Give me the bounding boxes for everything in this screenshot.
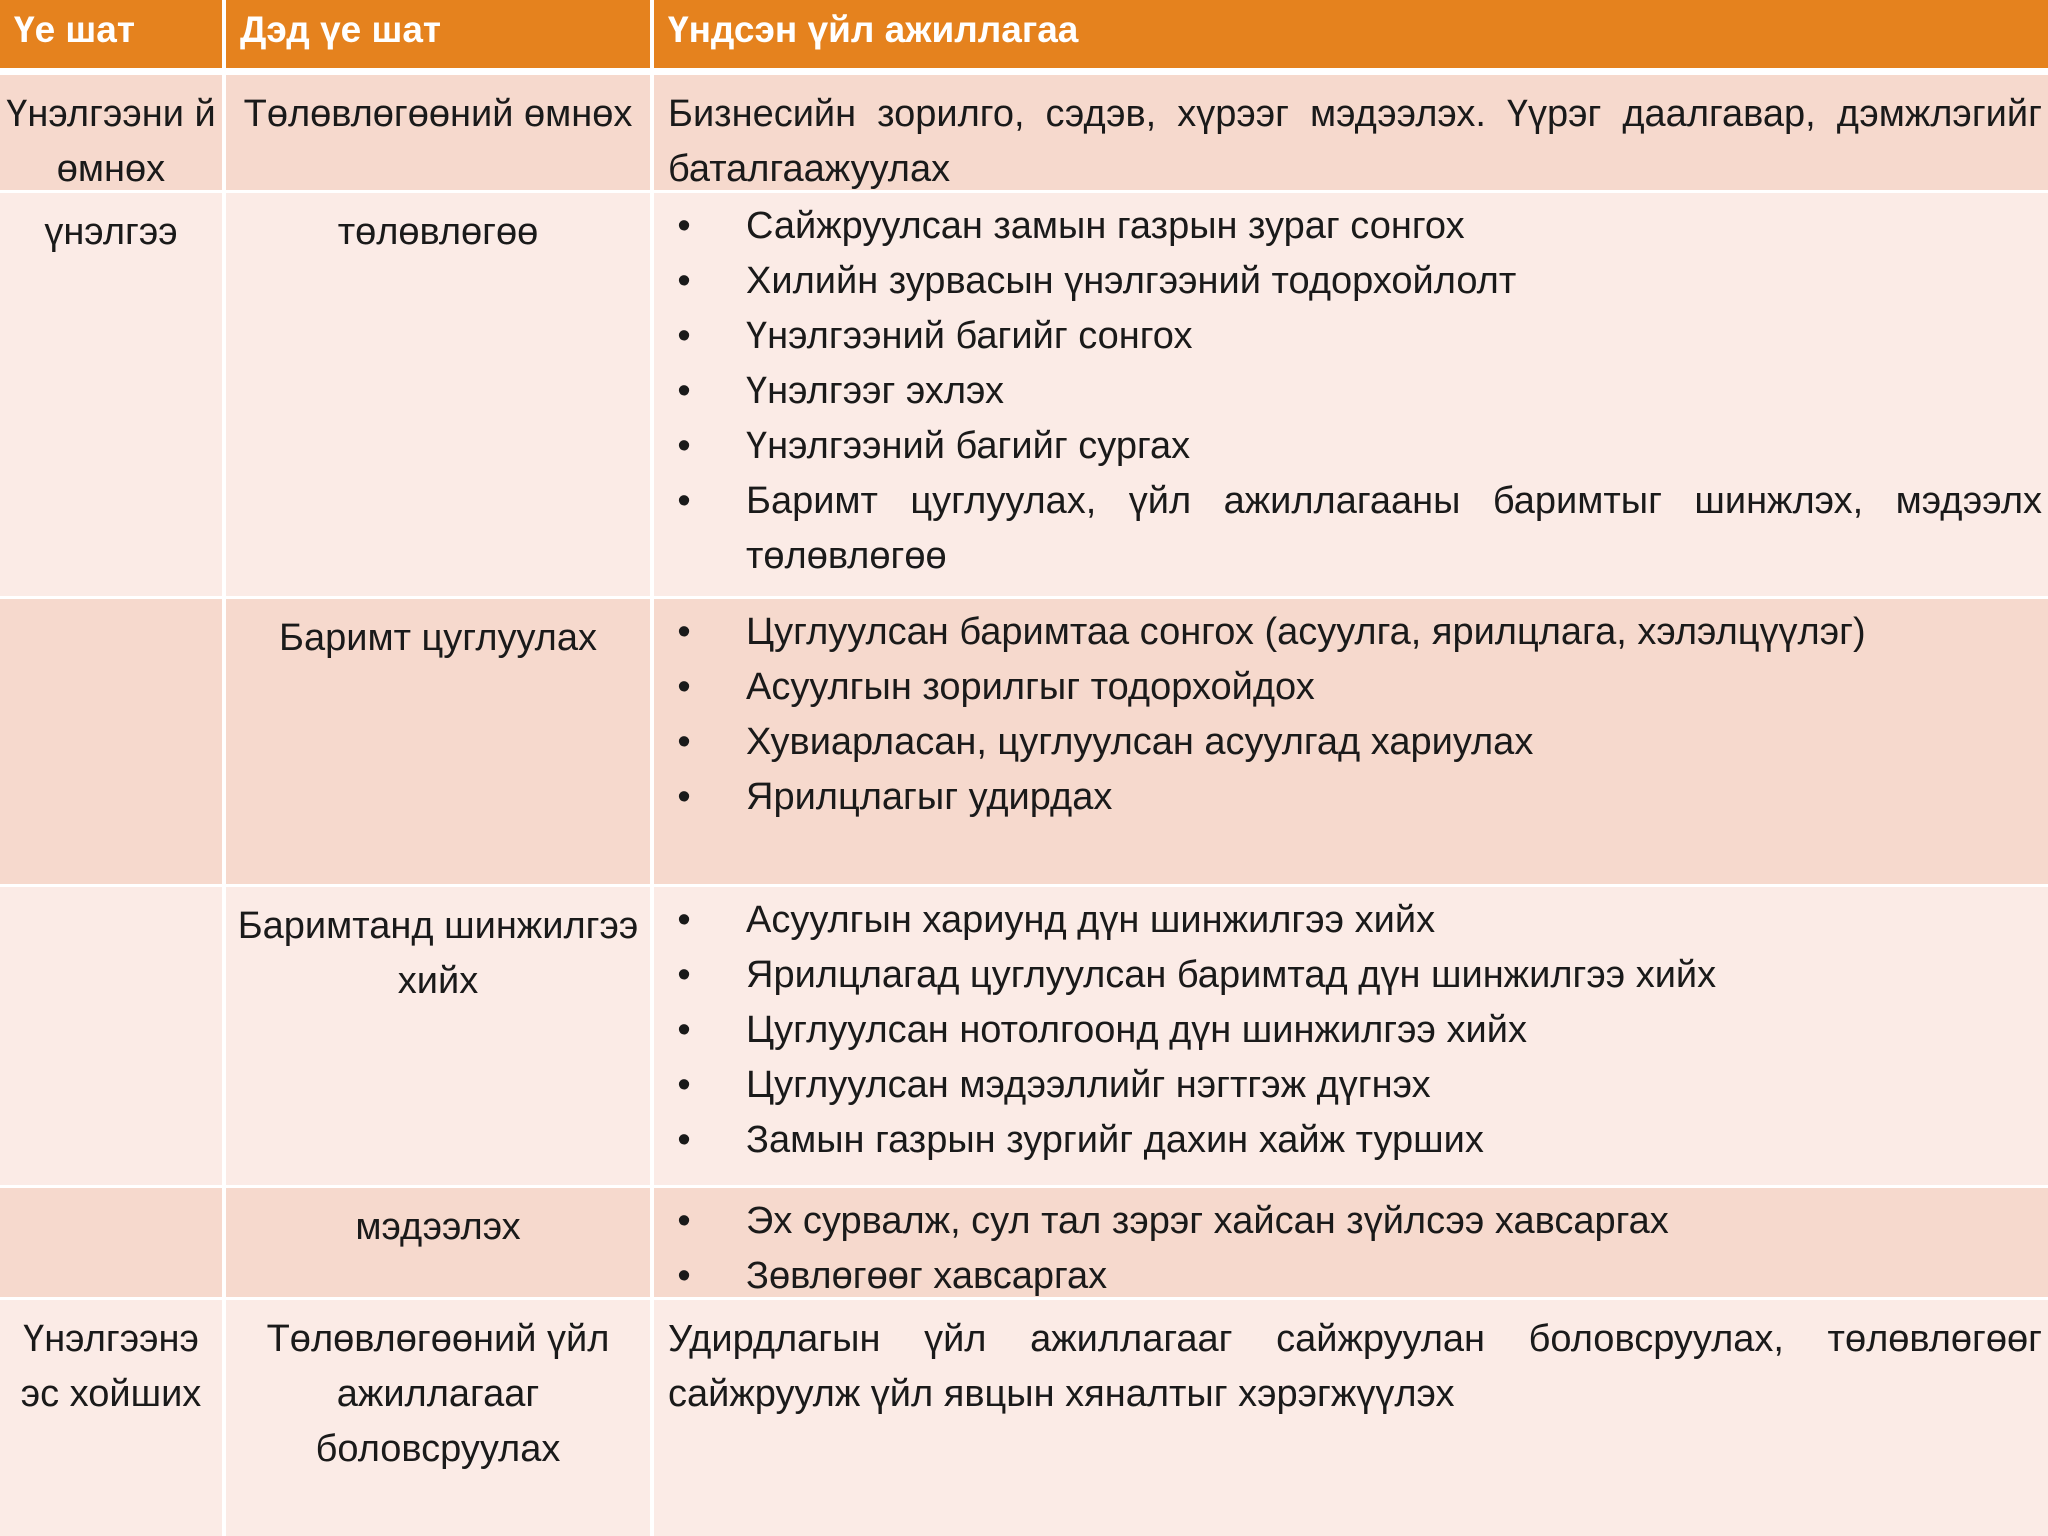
bullet-icon: •: [677, 425, 691, 467]
bullet-icon: •: [677, 1064, 691, 1106]
row-1-stage: Үнэлгээни й өмнөх: [0, 72, 222, 190]
list-item: • Ярилцлагыг удирдах: [654, 770, 2042, 825]
row-3-activity: [654, 596, 2048, 884]
bullet-icon: •: [677, 611, 691, 653]
bullet-icon: •: [677, 1200, 691, 1242]
header-stage: Үе шат: [0, 0, 222, 72]
bullet-icon: •: [677, 776, 691, 818]
row-4-stage: [0, 884, 222, 1185]
row-6-substage: Төлөвлөгөөний үйл ажиллагааг боловсруулах: [226, 1297, 650, 1536]
bullet-icon: •: [677, 480, 691, 522]
row-5-bullet-list: [654, 1194, 2042, 1297]
bullet-icon: •: [677, 666, 691, 708]
list-item: • Замын газрын зургийг дахин хайж турших: [654, 1113, 2042, 1168]
list-item: • Сайжруулсан замын газрын зураг сонгох: [654, 199, 2042, 254]
row-4-bullet-list: [654, 893, 2042, 1168]
row-2-bullet-list: [654, 199, 2042, 584]
list-item: • Цуглуулсан нотолгоонд дүн шинжилгээ хийх: [654, 1003, 2042, 1058]
header-substage: Дэд үе шат: [226, 0, 650, 72]
list-item: • Хилийн зурвасын үнэлгээний тодорхойлолт: [654, 254, 2042, 309]
bullet-icon: •: [677, 205, 691, 247]
row-4-substage: Баримтанд шинжилгээ хийх: [226, 884, 650, 1185]
row-1-activity: Бизнесийн зорилго, сэдэв, хүрээг мэдээлэх. Үүрэг даалгавар, дэмжлэгийг баталгаажуулах: [654, 72, 2048, 190]
bullet-icon: •: [677, 315, 691, 357]
bullet-icon: •: [677, 1255, 691, 1297]
list-item: • Асуулгын зорилгыг тодорхойдох: [654, 660, 2042, 715]
list-item: • Хувиарласан, цуглуулсан асуулгад хариулах: [654, 715, 2042, 770]
bullet-icon: •: [677, 1009, 691, 1051]
list-item: • Асуулгын хариунд дүн шинжилгээ хийх: [654, 893, 2042, 948]
row-4-activity: [654, 884, 2048, 1185]
row-5-stage: [0, 1185, 222, 1297]
bullet-icon: •: [677, 899, 691, 941]
list-item: • Баримт цуглуулах, үйл ажиллагааны баримтыг шинжлэх, мэдээлх төлөвлөгөө: [654, 474, 2042, 584]
list-item: • Үнэлгээний багийг сургах: [654, 419, 2042, 474]
row-3-bullet-list: [654, 605, 2042, 825]
row-3-stage: [0, 596, 222, 884]
row-6-stage: Үнэлгээнэ эс хойших: [0, 1297, 222, 1536]
row-2-activity: [654, 190, 2048, 596]
list-item: • Зөвлөгөөг хавсаргах: [654, 1249, 2042, 1297]
bullet-icon: •: [677, 954, 691, 996]
list-item: • Эх сурвалж, сул тал зэрэг хайсан зүйлсээ хавсаргах: [654, 1194, 2042, 1249]
row-5-activity: [654, 1185, 2048, 1297]
row-2-stage: үнэлгээ: [0, 190, 222, 596]
row-1-substage: Төлөвлөгөөний өмнөх: [226, 72, 650, 190]
row-5-substage: мэдээлэх: [226, 1185, 650, 1297]
header-activity: Үндсэн үйл ажиллагаа: [654, 0, 2048, 72]
bullet-icon: •: [677, 721, 691, 763]
list-item: • Ярилцлагад цуглуулсан баримтад дүн шинжилгээ хийх: [654, 948, 2042, 1003]
list-item: • Цуглуулсан мэдээллийг нэгтгэж дүгнэх: [654, 1058, 2042, 1113]
list-item: • Цуглуулсан баримтаа сонгох (асуулга, ярилцлага, хэлэлцүүлэг): [654, 605, 2042, 660]
row-6-activity: Удирдлагын үйл ажиллагааг сайжруулан боловсруулах, төлөвлөгөөг сайжруулж үйл явцын хяналтыг хэрэгжүүлэх: [654, 1297, 2048, 1536]
list-item: • Үнэлгээг эхлэх: [654, 364, 2042, 419]
bullet-icon: •: [677, 260, 691, 302]
row-3-substage: Баримт цуглуулах: [226, 596, 650, 884]
bullet-icon: •: [677, 370, 691, 412]
row-2-substage: төлөвлөгөө: [226, 190, 650, 596]
list-item: • Үнэлгээний багийг сонгох: [654, 309, 2042, 364]
bullet-icon: •: [677, 1119, 691, 1161]
